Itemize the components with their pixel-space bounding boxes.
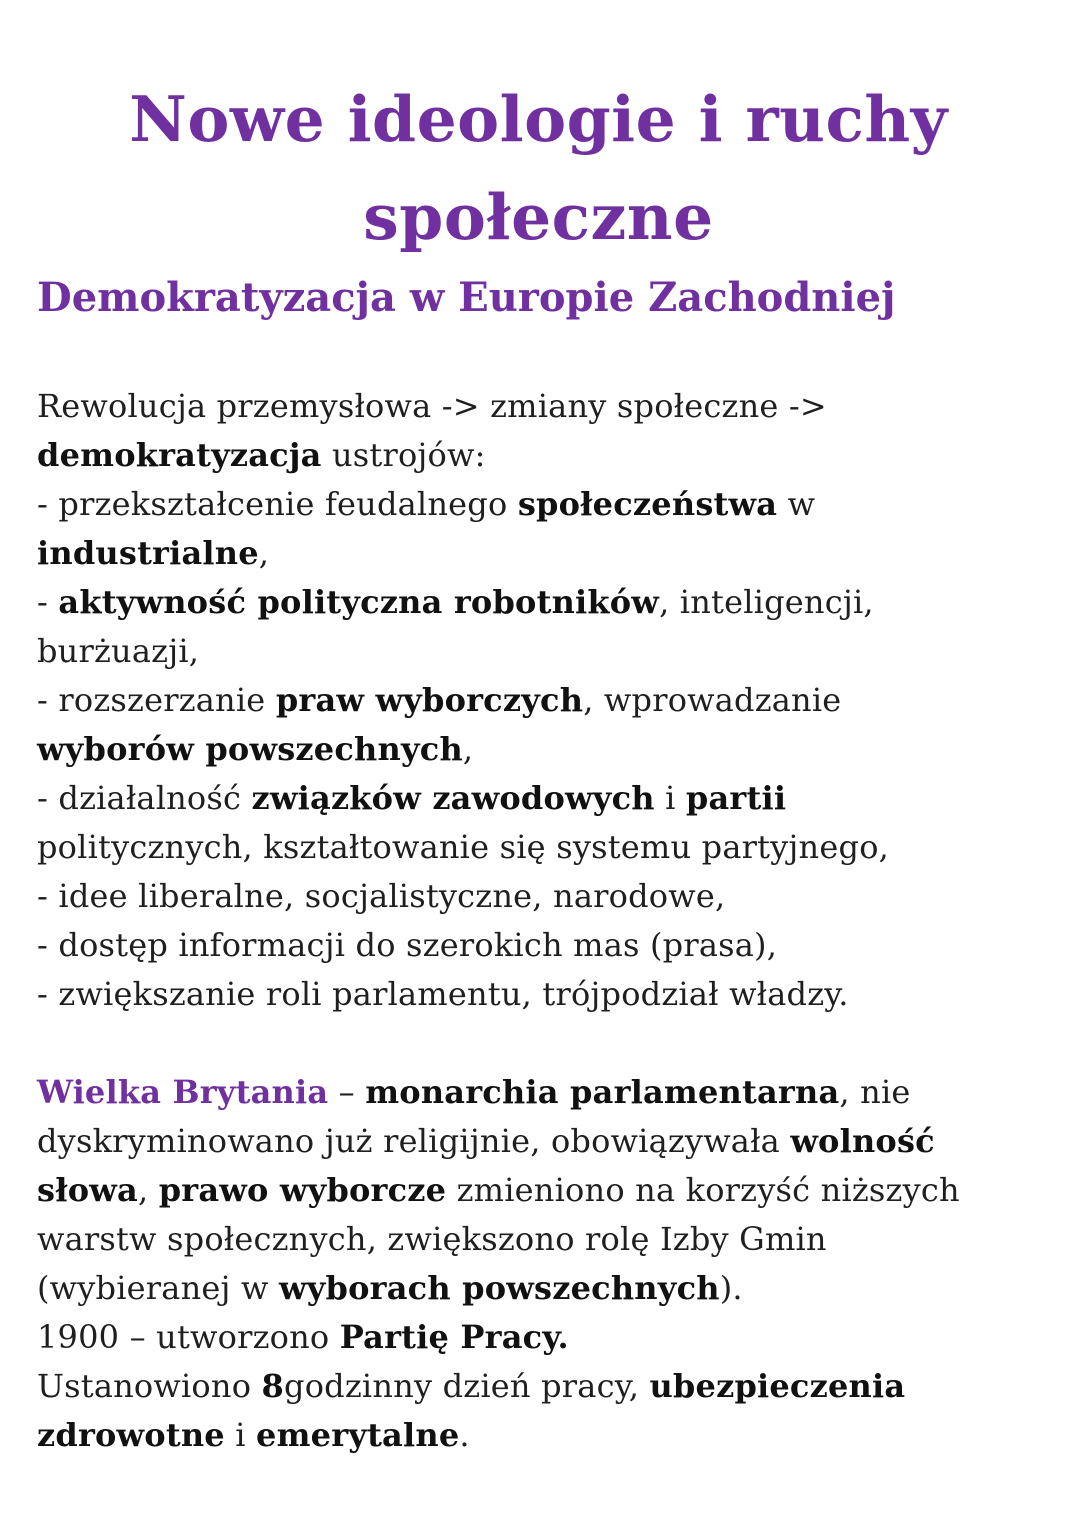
text-line: słowa, prawo wyborcze zmieniono na korzyść niższych <box>37 1171 960 1209</box>
list-item: - rozszerzanie praw wyborczych, wprowadzanie <box>37 681 842 719</box>
text-line: zdrowotne i emerytalne. <box>37 1416 470 1454</box>
paragraph-democratization <box>37 382 1040 1019</box>
list-item: - idee liberalne, socjalistyczne, narodowe, <box>37 877 726 915</box>
text-line: 1900 – utworzono Partię Pracy. <box>37 1318 569 1356</box>
list-item: - dostęp informacji do szerokich mas (prasa), <box>37 926 778 964</box>
text-line: demokratyzacja ustrojów: <box>37 436 486 474</box>
page-title <box>37 70 1040 266</box>
text-line: Rewolucja przemysłowa -> zmiany społeczne -> <box>37 387 827 425</box>
paragraph-great-britain <box>37 1068 1040 1460</box>
text-line: warstw społecznych, zwiększono rolę Izby Gmin <box>37 1220 827 1258</box>
text-line: burżuazji, <box>37 632 200 670</box>
text-line: Ustanowiono 8godzinny dzień pracy, ubezpieczenia <box>37 1367 906 1405</box>
text-line: politycznych, kształtowanie się systemu partyjnego, <box>37 828 890 866</box>
text-line: wyborów powszechnych, <box>37 730 474 768</box>
list-item: - zwiększanie roli parlamentu, trójpodział władzy. <box>37 975 849 1013</box>
list-item: - aktywność polityczna robotników, inteligencji, <box>37 583 874 621</box>
title-line-2: społeczne <box>363 180 714 254</box>
list-item: - przekształcenie feudalnego społeczeństwa w <box>37 485 816 523</box>
list-item: - działalność związków zawodowych i partii <box>37 779 787 817</box>
country-heading: Wielka Brytania <box>37 1073 329 1111</box>
section-subtitle: Demokratyzacja w Europie Zachodniej <box>37 274 896 321</box>
text-line: (wybieranej w wyborach powszechnych). <box>37 1269 743 1307</box>
text-line: Wielka Brytania – monarchia parlamentarna, nie <box>37 1073 911 1111</box>
text-line: industrialne, <box>37 534 270 572</box>
title-line-1: Nowe ideologie i ruchy <box>129 82 948 156</box>
text-line: dyskryminowano już religijnie, obowiązywała wolność <box>37 1122 935 1160</box>
